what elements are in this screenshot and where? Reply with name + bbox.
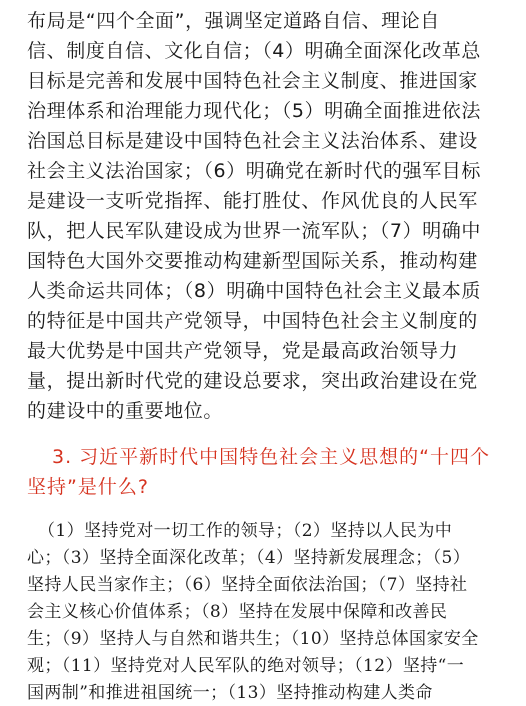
- paragraph-line: 信、制度自信、文化自信；（4）明确全面深化改革总: [27, 40, 481, 62]
- paragraph-line: 治国总目标是建设中国特色社会主义法治体系、建设: [27, 130, 478, 152]
- paragraph-line: 观；（11）坚持党对人民军队的绝对领导；（12）坚持“一: [27, 656, 465, 676]
- paragraph-line: 社会主义法治国家；（6）明确党在新时代的强军目标: [27, 160, 481, 182]
- section-heading: 坚持”是什么?: [27, 476, 149, 498]
- paragraph-line: 队，把人民军队建设成为世界一流军队；（7）明确中: [27, 220, 481, 242]
- paragraph-line: 量，提出新时代党的建设总要求，突出政治建设在党: [27, 370, 478, 392]
- paragraph-line: 会主义核心价值体系；（8）坚持在发展中保障和改善民: [27, 602, 448, 622]
- paragraph-line: 人类命运共同体；（8）明确中国特色社会主义最本质: [27, 280, 481, 302]
- paragraph-line: （1）坚持党对一切工作的领导；（2）坚持以人民为中: [38, 521, 453, 541]
- paragraph-line: 生；（9）坚持人与自然和谐共生；（10）坚持总体国家安全: [27, 629, 479, 649]
- paragraph-line: 治理体系和治理能力现代化；（5）明确全面推进依法: [27, 100, 481, 122]
- paragraph-line: 的特征是中国共产党领导，中国特色社会主义制度的: [27, 310, 478, 332]
- paragraph-line: 布局是“四个全面”，强调坚定道路自信、理论自: [27, 10, 440, 32]
- paragraph-line: 最大优势是中国共产党领导，党是最高政治领导力: [27, 340, 459, 362]
- paragraph-line: 的建设中的重要地位。: [27, 400, 224, 422]
- paragraph-line: 坚持人民当家作主；（6）坚持全面依法治国；（7）坚持社: [27, 575, 468, 595]
- section-heading: 3. 习近平新时代中国特色社会主义思想的“十四个: [52, 446, 491, 468]
- paragraph-line: 是建设一支听党指挥、能打胜仗、作风优良的人民军: [27, 190, 478, 212]
- paragraph-line: 国两制”和推进祖国统一；（13）坚持推动构建人类命: [27, 683, 433, 703]
- paragraph-line: 心；（3）坚持全面深化改革；（4）坚持新发展理念；（5）: [27, 548, 471, 568]
- paragraph-line: 目标是完善和发展中国特色社会主义制度、推进国家: [27, 70, 478, 92]
- paragraph-line: 国特色大国外交要推动构建新型国际关系，推动构建: [27, 250, 478, 272]
